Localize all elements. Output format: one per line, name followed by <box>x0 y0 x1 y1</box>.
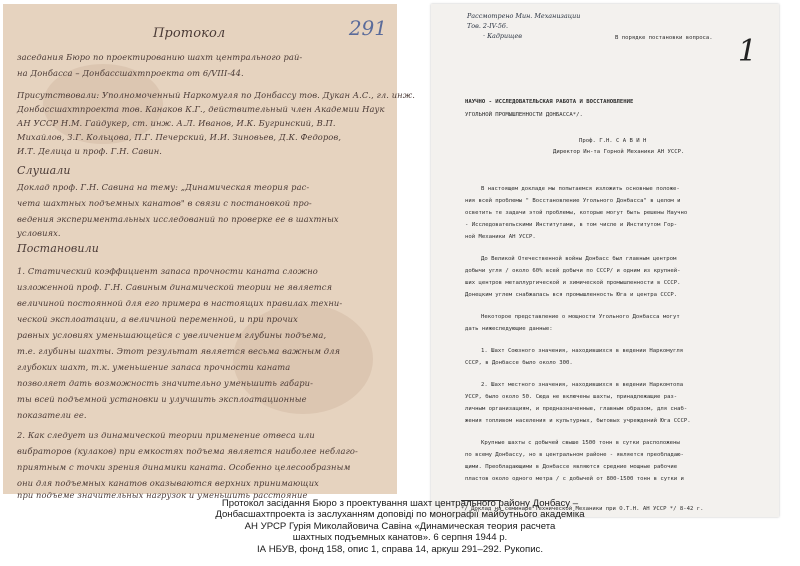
page-number: 1 <box>737 34 757 69</box>
archive-page-number: 291 <box>348 16 387 40</box>
handwritten-line: показатели ее. <box>17 410 87 420</box>
typewritten-line: личным организациям, и предназначенные, главным образом, для снаб- <box>465 406 688 412</box>
handwritten-line: они для подъемных канатов оказываются верхних принимающих <box>17 478 319 488</box>
caption-line: ІА НБУВ, фонд 158, опис 1, справа 14, аркуш 291–292. Рукопис. <box>256 543 544 555</box>
typewritten-line: Крупные шахты с добычей свыше 1500 тонн в сутки расположены <box>481 440 680 446</box>
handwritten-line: условиях. <box>17 228 61 238</box>
handwritten-line: Протокол <box>153 26 226 41</box>
handwritten-line: И.Т. Делица и проф. Г.Н. Савин. <box>17 146 163 156</box>
figure-caption <box>0 498 800 555</box>
handwritten-line: Присутствовали: Уполномоченный Наркомугля по Донбассу тов. Дукан А.С., гл. инж. <box>17 90 415 100</box>
typewritten-line: Донецким углем снабжалась вся промышленность Юга и центра СССР. <box>465 292 678 298</box>
caption-line: АН УРСР Гурія Миколайовича Савіна «Динамическая теория расчета <box>244 520 556 532</box>
handwritten-annotation: · Кадрищев <box>483 32 522 40</box>
typewritten-line: Директор Ин-та Горной Механики АН УССР. <box>553 149 685 155</box>
handwritten-line: чета шахтных подъемных канатов" в связи с постановкой про- <box>17 198 312 208</box>
handwritten-line: Михайлов, З.Г. Кольцова, П.Г. Печерский, И.И. Зиновьев, Д.К. Федоров, <box>17 132 342 142</box>
typewritten-line: 2. Шахт местного значения, находившихся в ведении Наркомтопа <box>481 382 684 388</box>
handwritten-line: 2. Как следует из динамической теории применение отвеса или <box>17 430 315 440</box>
caption-line: Протокол засідання Бюро з проектування шахт центрального району Донбасу – <box>221 498 579 509</box>
typewritten-line: Проф. Г.Н. С А В И Н <box>579 138 647 144</box>
typewritten-line: НАУЧНО - ИССЛЕДОВАТЕЛЬСКАЯ РАБОТА И ВОССТАНОВЛЕНИЕ <box>465 99 634 105</box>
handwritten-protocol-page <box>3 4 415 500</box>
handwritten-line: АН УССР Н.М. Гайдукер, ст. инж. А.Л. Иванов, И.К. Бугринский, В.П. <box>17 118 336 128</box>
handwritten-line: равных условиях уменьшающейся с увеличением глубины подъема, <box>17 330 327 340</box>
typewritten-line: В порядке постановки вопроса. <box>615 35 713 41</box>
typewritten-line: ной Механики АН УССР. <box>465 234 536 240</box>
typewritten-line: В настоящем докладе мы попытаемся изложить основные положе- <box>481 186 680 192</box>
handwritten-annotation: Тов. 2-IV-56. <box>467 22 508 30</box>
typewritten-line: щими. Преобладающими в Донбассе являются средние мощные рабочие <box>465 464 678 470</box>
handwritten-line: на Донбасса – Донбассшахтпроекта от 6/VIII-44. <box>17 68 244 78</box>
typewritten-line: СССР, в Донбассе было около 300. <box>465 360 573 366</box>
typewritten-line: УГОЛЬНОЙ ПРОМЫШЛЕННОСТИ ДОНБАССА*/. <box>465 112 583 118</box>
typewritten-line: ния всей проблемы " Восстановление Угольного Донбасса" в целом и <box>465 198 681 204</box>
typewritten-line: осветить те задачи этой проблемы, которые могут быть решены Научно <box>465 210 688 216</box>
handwritten-line: изложенной проф. Г.Н. Савиным динамической теории не является <box>17 282 333 292</box>
handwritten-line: Доклад проф. Г.Н. Савина на тему: „Динамическая теория рас- <box>17 182 310 192</box>
handwritten-line: Донбассшахтпроекта тов. Канаков К.Г., действительный член Академии Наук <box>17 104 385 114</box>
typewritten-line: УССР, было около 50. Сюда не включены шахты, принадлежащие раз- <box>465 394 678 400</box>
handwritten-line: при подъеме значительных нагрузок и уменьшить расстояние <box>17 490 308 500</box>
handwritten-line: 1. Статический коэффициент запаса прочности каната сложно <box>17 266 318 276</box>
typewritten-line: - Исследовательскими Институтами, в том числе и Институтом Гор- <box>465 222 678 228</box>
typewritten-line: по всему Донбассу, но в центральном районе - является преобладаю- <box>465 452 684 458</box>
handwritten-line: глубоких шахт, т.к. уменьшение запаса прочности каната <box>17 362 291 372</box>
handwritten-line: заседания Бюро по проектированию шахт центрального рай- <box>17 52 303 62</box>
caption-line: шахтных подъемных канатов». 6 серпня 1944 р. <box>292 532 508 544</box>
handwritten-line: т.е. глубины шахты. Этот результат является весьма важным для <box>17 346 341 356</box>
handwritten-annotation: Рассмотрено Мин. Механизации <box>467 12 581 20</box>
typewritten-line: пластов около одного метра / с добычей от 800-1500 тонн в сутки и <box>465 476 684 482</box>
handwritten-line: Постановили <box>17 242 99 255</box>
handwritten-line: ческой эксплоатации, а величиной переменной, и при прочих <box>17 314 298 324</box>
typewritten-line: */ Доклад на семинаре Технической Механики при О.Т.Н. АН УССР */ 8-42 г. <box>461 506 704 512</box>
typewritten-line: ших центров металлургической и химической промышленности в СССР. <box>465 280 681 286</box>
handwritten-line: величиной постоянной для его примера в настоящих правилах техни- <box>17 298 343 308</box>
handwritten-line: Слушали <box>17 164 71 177</box>
handwritten-line: позволяет дать возможность значительно уменьшить габари- <box>17 378 314 388</box>
typewritten-report-page <box>431 4 779 517</box>
handwritten-line: ведения экспериментальных исследований по проверке ее в шахтных <box>17 214 339 224</box>
caption-line: Донбасшахтпроекта із заслуханням доповіді по монографії майбутнього академіка <box>215 509 585 521</box>
typewritten-line: добычи угля / около 60% всей добычи по СССР/ и одним из крупней- <box>465 268 681 274</box>
handwritten-line: ты всей подъемной установки и улучшить эксплоатационные <box>17 394 307 404</box>
handwritten-line: вибраторов (кулаков) при емкостях подъема является наиболее неблаго- <box>17 446 358 456</box>
typewritten-line: дать нижеследующие данные: <box>465 326 553 332</box>
handwritten-line: приятным с точки зрения динамики каната. Особенно целесообразным <box>17 462 351 472</box>
typewritten-line: жения топливом населения и культурных, бытовых учреждений Юга СССР. <box>465 418 691 424</box>
typewritten-line: До Великой Отечественной войны Донбасс был главным центром <box>481 256 677 262</box>
typewritten-line: Некоторое представление о мощности Угольного Донбасса могут <box>481 314 680 320</box>
typewritten-line: 1. Шахт Союзного значения, находившихся в ведении Наркомугля <box>481 348 684 354</box>
